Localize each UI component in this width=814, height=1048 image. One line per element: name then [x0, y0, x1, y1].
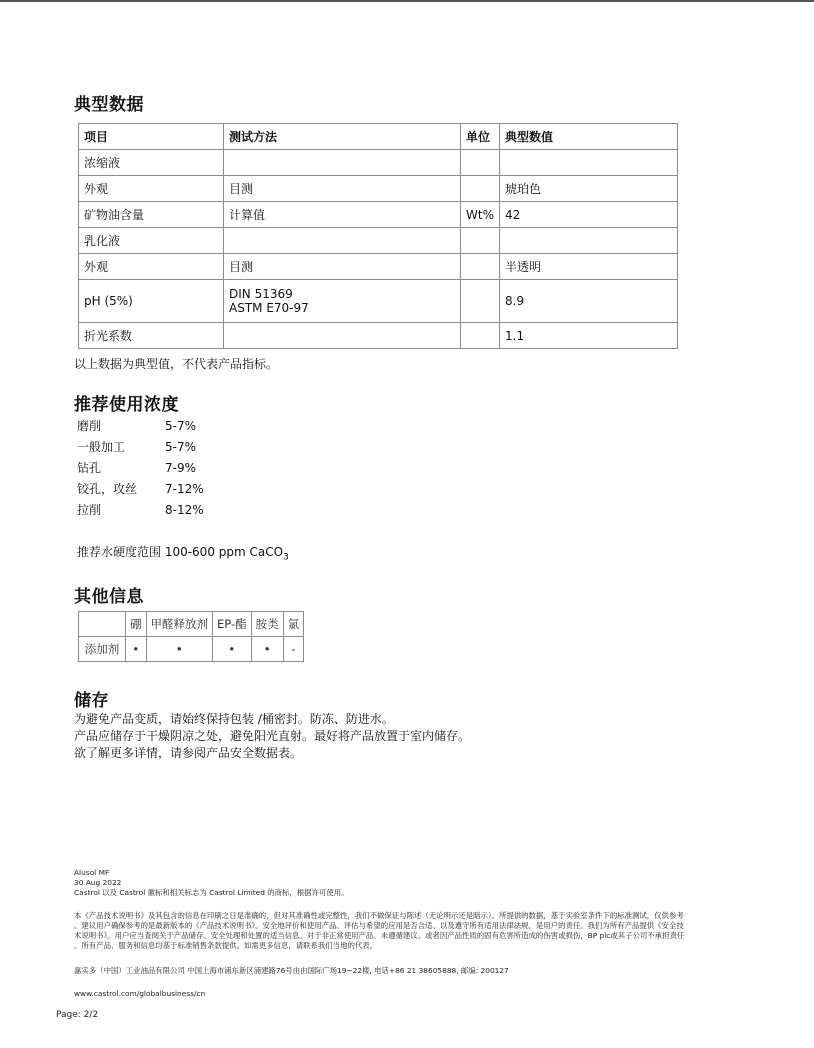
operation-label: 磨削	[77, 419, 102, 433]
list-item	[77, 500, 204, 521]
cell-value: 1.1	[500, 323, 678, 349]
footer-disclaimer	[74, 911, 744, 951]
table-row	[79, 176, 678, 202]
table-row	[79, 202, 678, 228]
concentration-range: 7-12%	[165, 482, 204, 496]
cell-value	[500, 228, 678, 254]
table-row	[79, 280, 678, 323]
list-item	[77, 437, 204, 458]
cell-method: 目测	[224, 176, 461, 202]
cell-method	[224, 150, 461, 176]
water-hardness-text	[77, 543, 289, 562]
cell-method	[224, 228, 461, 254]
cell-formaldehyde-releaser: •	[146, 637, 213, 662]
cell-item: 折光系数	[79, 323, 224, 349]
operation-label: 一般加工	[77, 440, 126, 454]
cell-value	[500, 150, 678, 176]
disclaimer-line: 。所有产品、服务和信息均基于标准销售条款提供。如需更多信息，请联系我们当地的代表。	[74, 941, 378, 950]
header-value: 典型数值	[500, 124, 678, 150]
cell-ep-ester: •	[213, 637, 252, 662]
table-row	[79, 254, 678, 280]
concentration-range: 8-12%	[165, 503, 204, 517]
header-amines: 胺类	[251, 612, 283, 637]
concentration-range: 5-7%	[165, 440, 197, 454]
footer-company-info: 嘉实多（中国）工业油品有限公司 中国上海市浦东新区浦建路76号由由国际广场19~22楼, 电话+86 21 38605888, 邮编: 200127	[74, 966, 509, 975]
cell-value: 8.9	[500, 280, 678, 323]
page-number: Page: 2/2	[56, 1010, 99, 1020]
concentration-range: 5-7%	[165, 419, 197, 433]
cell-boron: •	[126, 637, 147, 662]
cell-unit	[461, 176, 500, 202]
method-line-2: ASTM E70-97	[229, 301, 309, 315]
row-label-additives: 添加剂	[79, 637, 126, 662]
disclaimer-line: 。建议用户确保参考的是最新版本的《产品技术说明书》。安全地评价和使用产品、评估与希望的应用是否合适、以及遵守所有适用法律法规，是用户的责任。我们为所有产品提供《安全技	[74, 921, 684, 930]
concentration-list	[77, 416, 204, 521]
cell-method	[224, 323, 461, 349]
cell-value: 半透明	[500, 254, 678, 280]
header-chlorine: 氯	[283, 612, 304, 637]
operation-label: 铰孔，攻丝	[77, 482, 138, 496]
cell-item: 矿物油含量	[79, 202, 224, 228]
table-row	[79, 637, 304, 662]
footer-product-block	[74, 868, 744, 898]
cell-item: 外观	[79, 176, 224, 202]
section-title-typical-data: 典型数据	[74, 95, 144, 115]
cell-unit	[461, 254, 500, 280]
header-unit: 单位	[461, 124, 500, 150]
cell-method	[224, 280, 461, 323]
section-title-storage: 储存	[74, 691, 109, 711]
storage-line: 为避免产品变质，请始终保持包装 /桶密封。防冻、防进水。	[74, 712, 394, 726]
cell-amines: •	[251, 637, 283, 662]
cell-item: 外观	[79, 254, 224, 280]
footer-product-name: Alusol MF	[74, 868, 110, 877]
footer-trademark: Castrol 以及 Castrol 徽标和相关标志为 Castrol Limited 的商标，根据许可使用。	[74, 888, 349, 897]
table-row	[79, 323, 678, 349]
list-item	[77, 416, 204, 437]
header-blank	[79, 612, 126, 637]
concentration-range: 7-9%	[165, 461, 197, 475]
cell-item: 浓缩液	[79, 150, 224, 176]
typical-values-note: 以上数据为典型值，不代表产品指标。	[74, 357, 279, 371]
cell-unit: Wt%	[461, 202, 500, 228]
method-line-1: DIN 51369	[229, 287, 293, 301]
cell-unit	[461, 150, 500, 176]
disclaimer-line: 术说明书》。用户应当查阅关于产品储存、安全处理和处置的适当信息。对于非正常使用产品、未遵循建议、或者因产品性质的固有危害所造成的伤害或损伤，BP plc或其子公司不承担责任	[74, 931, 685, 940]
table-header-row	[79, 612, 304, 637]
water-hardness-label: 推荐水硬度范围 100-600 ppm CaCO	[77, 545, 284, 559]
section-title-other-info: 其他信息	[74, 587, 144, 607]
header-boron: 硼	[126, 612, 147, 637]
typical-data-table	[78, 123, 678, 349]
disclaimer-line: 本《产品技术说明书》及其包含的信息在印刷之日是准确的，但对其准确性或完整性，我们不做保证与陈述（无论明示还是暗示）。所提供的数据，基于实验室条件下的标准测试，仅供参考	[74, 911, 684, 920]
table-row	[79, 150, 678, 176]
table-header-row	[79, 124, 678, 150]
header-ep-ester: EP-酯	[213, 612, 252, 637]
cell-chlorine: -	[283, 637, 304, 662]
cell-unit	[461, 228, 500, 254]
footer-website-link[interactable]: www.castrol.com/globalbusiness/cn	[74, 989, 206, 998]
list-item	[77, 479, 204, 500]
cell-item: 乳化液	[79, 228, 224, 254]
section-title-concentration: 推荐使用浓度	[74, 395, 179, 415]
operation-label: 钻孔	[77, 461, 102, 475]
storage-line: 欲了解更多详情，请参阅产品安全数据表。	[74, 746, 303, 760]
header-formaldehyde-releaser: 甲醛释放剂	[146, 612, 213, 637]
header-item: 项目	[79, 124, 224, 150]
cell-method: 计算值	[224, 202, 461, 228]
cell-unit	[461, 323, 500, 349]
storage-text	[74, 711, 470, 762]
additives-table	[78, 611, 304, 662]
storage-line: 产品应储存于干燥阴凉之处，避免阳光直射。最好将产品放置于室内储存。	[74, 729, 471, 743]
top-rule	[0, 0, 814, 2]
list-item	[77, 458, 204, 479]
water-hardness-subscript: 3	[283, 552, 289, 563]
cell-method: 目测	[224, 254, 461, 280]
cell-value: 42	[500, 202, 678, 228]
cell-value: 琥珀色	[500, 176, 678, 202]
cell-item: pH (5%)	[79, 280, 224, 323]
table-row	[79, 228, 678, 254]
footer-date: 30 Aug 2022	[74, 878, 122, 887]
header-method: 测试方法	[224, 124, 461, 150]
operation-label: 拉削	[77, 503, 102, 517]
cell-unit	[461, 280, 500, 323]
